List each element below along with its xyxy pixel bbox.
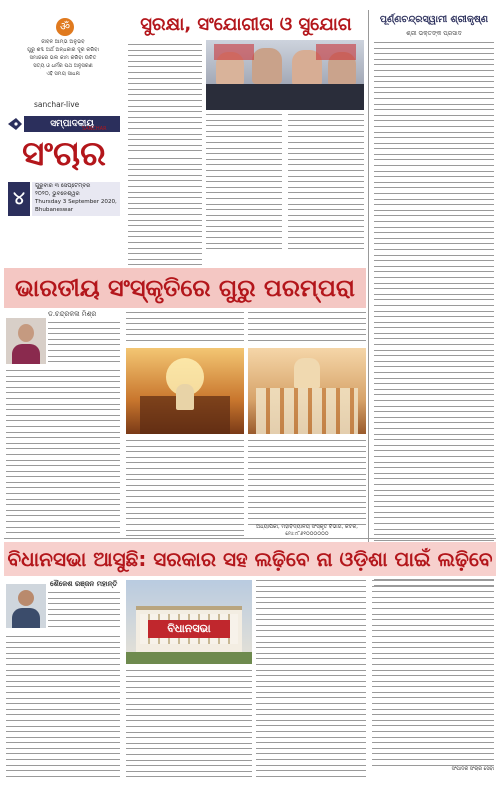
main-story-col2-text [126, 312, 244, 346]
tagline-line: ଗୁରୁ ଶବ୍ଦ ଅର୍ଥ ଅନ୍ଧକାର ଦୂର କରିବା [27, 47, 99, 53]
tagline-line: ଏହି ସମୟ ସାଧନା [46, 71, 80, 77]
main-story-col3-text [248, 312, 366, 346]
tagline-line: ସତ୍ୟ ଓ ଧର୍ମର ପଥ ଅନୁସରଣ [33, 63, 93, 69]
odia-year: ୨୦୨୦, ଭୁବନେଶ୍ୱର [35, 191, 80, 197]
main-story-col1b-text [6, 370, 120, 538]
top-story-col3-text [288, 114, 364, 254]
main-story-col2b-text [126, 440, 244, 541]
main-story-footer: ଅଧ୍ୟାପିକା, ମହାବିଦ୍ୟାଳୟ ସଂସ୍କୃତ ବିଭାଗ, କଟକ, ମୋ:୯୮୬୧୦୦୦୦୦୦ [256, 524, 358, 537]
page-number: ୪ [8, 182, 30, 216]
students-illustration [248, 348, 366, 434]
bottom-story-footer: ସଂପାଦକ ସଂଚାର ସେବା [451, 766, 494, 772]
city-name: Bhubaneswar [35, 207, 74, 213]
tagline-line: ସମାଜରେ ଭଲ କାମ କରିବା ଉଚିତ [29, 55, 97, 61]
paper-name: ସଂଚାର [22, 134, 106, 174]
top-story-col1b-text [128, 158, 202, 270]
bottom-story-col1-text [48, 592, 120, 631]
assembly-photo [126, 580, 252, 664]
author-photo [6, 584, 46, 628]
odia-date: ଗୁରୁବାର ୩ ସେପ୍ଟେମ୍ବର [35, 183, 91, 189]
bottom-story-col4-text [372, 580, 494, 770]
bottom-story-headline: ବିଧାନସଭା ଆସୁଛି: ସରକାର ସହ ଲଢ଼ିବେ ନା ଓଡ଼ିଶା ପାଇଁ ଲଢ଼ିବେ [4, 542, 496, 576]
date-block [32, 182, 120, 216]
om-logo: ॐ [56, 18, 74, 36]
main-story-headline: ଭାରତୀୟ ସଂସ୍କୃତିରେ ଗୁରୁ ପରମ୍ପରା [4, 268, 366, 308]
top-story-col2-text [206, 114, 282, 254]
english-date: Thursday 3 September 2020, [35, 199, 117, 205]
right-column-text [374, 42, 494, 590]
leaders-photo [206, 40, 364, 110]
tagline-line: ଜୀବନ ଆମ୍ଭ ଅନୁଭବ [41, 39, 85, 45]
bottom-story-col3-text [256, 580, 366, 781]
right-column-byline: ଶ୍ରୀ ଭକ୍ତଙ୍କ ପ୍ରସାଦ [406, 30, 462, 37]
brand-small: SANCHAR [82, 126, 107, 132]
bottom-story-byline: ଶୈଳେଶ ରଞ୍ଜନ ମହାନ୍ତି [50, 580, 118, 588]
top-story-headline: ସୁରକ୍ଷା, ସଂଯୋଗୀତା ଓ ସୁଯୋଗ [140, 14, 352, 35]
bottom-divider [4, 538, 496, 539]
bottom-story-col2-text [126, 670, 252, 782]
main-story-col1-text [48, 322, 120, 367]
right-column-headline: ପୂର୍ଣ୍ଣଚନ୍ଦ୍ରସ୍ୱାମୀ ଶ୍ରୀକୃଷ୍ଣ [379, 14, 489, 25]
website-link[interactable]: sanchar-live [34, 100, 80, 109]
bottom-story-col1b-text [6, 636, 120, 781]
section-label: ସମ୍ପାଦକୀୟ [24, 116, 120, 132]
top-story-col1-text [128, 44, 202, 156]
main-story-col3b-text [248, 440, 366, 530]
main-story-byline: ଡ.ଚନ୍ଦ୍ରକଳା ମିଶ୍ର [48, 310, 97, 318]
masthead [4, 4, 122, 266]
masthead-tagline [6, 38, 120, 88]
assembly-sign: ବିଧାନସଭା [148, 620, 230, 638]
guru-illustration [126, 348, 244, 434]
pen-nib-icon [6, 116, 24, 132]
author-photo [6, 318, 46, 364]
column-divider [368, 10, 369, 566]
